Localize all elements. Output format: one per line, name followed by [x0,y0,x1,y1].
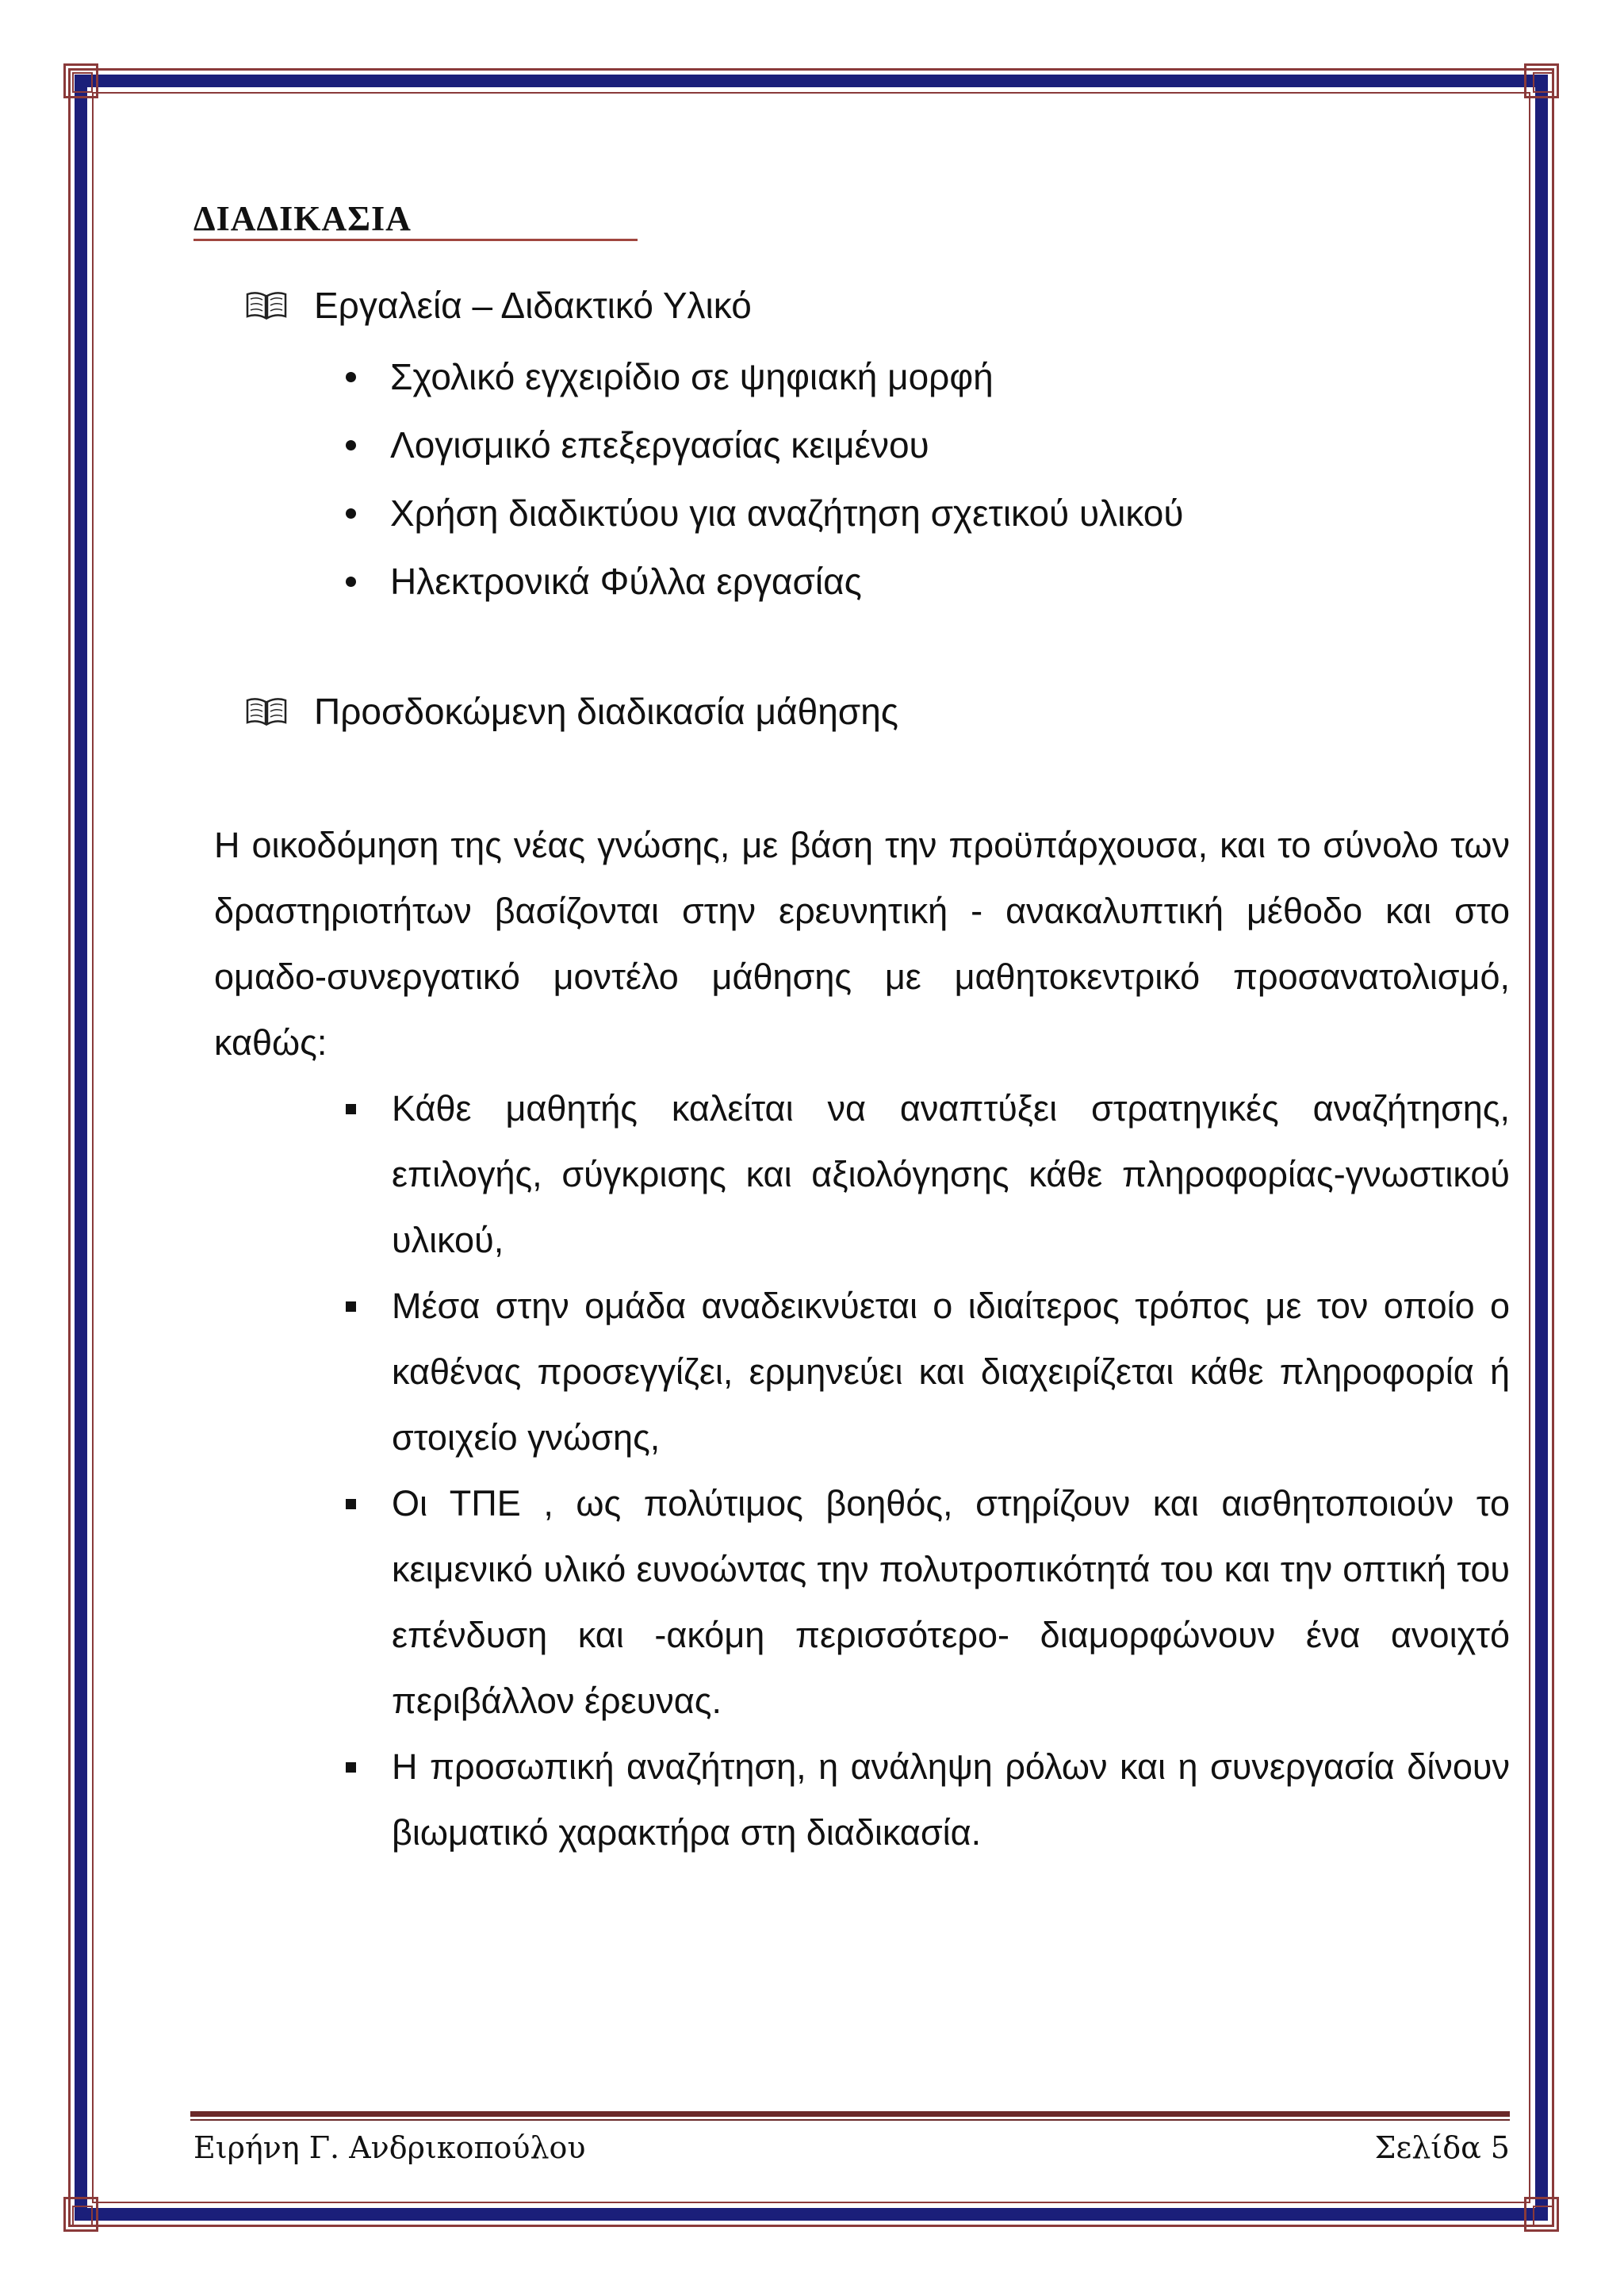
bullet-icon [346,508,356,519]
list-item-text: Οι ΤΠΕ , ως πολύτιμος βοηθός, στηρίζουν και αισθητοποιούν το κειμενικό υλικό ευνοώντας την πολυτροπικότητά του και την οπτική του επένδυση και -ακόμη περισσότερο- διαμορφώνουν ένα ανοιχτό περιβάλλον έρευνας. [392,1483,1510,1721]
corner-ornament-bottom-right [1524,2197,1559,2232]
square-bullet-icon [346,1301,356,1312]
list-item-text: Η προσωπική αναζήτηση, η ανάληψη ρόλων και η συνεργασία δίνουν βιωματικό χαρακτήρα στη διαδικασία. [392,1746,1510,1853]
learning-section-label: Προσδοκώμενη διαδικασία μάθησης [314,691,898,732]
bullet-icon [346,440,356,450]
bullet-icon [346,577,356,587]
list-item-text: Μέσα στην ομάδα αναδεικνύεται ο ιδιαίτερος τρόπος με τον οποίο ο καθένας προσεγγίζει, ερμηνεύει και διαχειρίζεται κάθε πληροφορία ή στοιχείο γνώσης, [392,1286,1510,1458]
footer-author: Ειρήνη Γ. Ανδρικοπούλου [193,2130,586,2165]
list-item [346,411,1184,479]
list-item [346,1075,1510,1273]
list-item [346,343,1184,411]
heading-underline [193,239,638,241]
open-book-icon [246,289,287,321]
tools-list [346,343,1184,615]
tools-section-title [246,284,752,327]
list-item-text: Λογισμικό επεξεργασίας κειμένου [390,424,929,466]
open-book-icon [246,696,287,727]
footer-page-number: Σελίδα 5 [1374,2130,1510,2165]
list-item-text: Σχολικό εγχειρίδιο σε ψηφιακή μορφή [390,356,994,397]
intro-paragraph: Η οικοδόμηση της νέας γνώσης, με βάση την προϋπάρχουσα, και το σύνολο των δραστηριοτήτων βασίζονται στην ερευνητική - ανακαλυπτική μέθοδο και στο ομαδο-συνεργατικό μοντέλο μάθησης με μαθητοκεντρικό προσανατολισμό, καθώς: [214,825,1510,1063]
footer-rule [190,2111,1510,2117]
bullet-icon [346,372,356,382]
list-item [346,1273,1510,1470]
list-item-text: Κάθε μαθητής καλείται να αναπτύξει στρατηγικές αναζήτησης, επιλογής, σύγκρισης και αξιολόγησης κάθε πληροφορίας-γνωστικού υλικού, [392,1088,1510,1260]
list-item-text: Χρήση διαδικτύου για αναζήτηση σχετικού υλικού [390,493,1184,534]
learning-section-title [246,690,898,733]
learning-points-list [346,1075,1510,1865]
square-bullet-icon [346,1762,356,1773]
section-heading: ΔΙΑΔΙΚΑΣΙΑ [193,199,412,238]
list-item [346,1470,1510,1734]
tools-section-label: Εργαλεία – Διδακτικό Υλικό [314,285,752,326]
list-item [346,547,1184,615]
corner-ornament-bottom-left [63,2197,98,2232]
list-item-text: Ηλεκτρονικά Φύλλα εργασίας [390,561,862,602]
list-item [346,1734,1510,1865]
square-bullet-icon [346,1104,356,1114]
corner-ornament-top-left [63,63,98,98]
footer-rule-thin [190,2119,1510,2121]
list-item [346,479,1184,547]
square-bullet-icon [346,1499,356,1509]
corner-ornament-top-right [1524,63,1559,98]
